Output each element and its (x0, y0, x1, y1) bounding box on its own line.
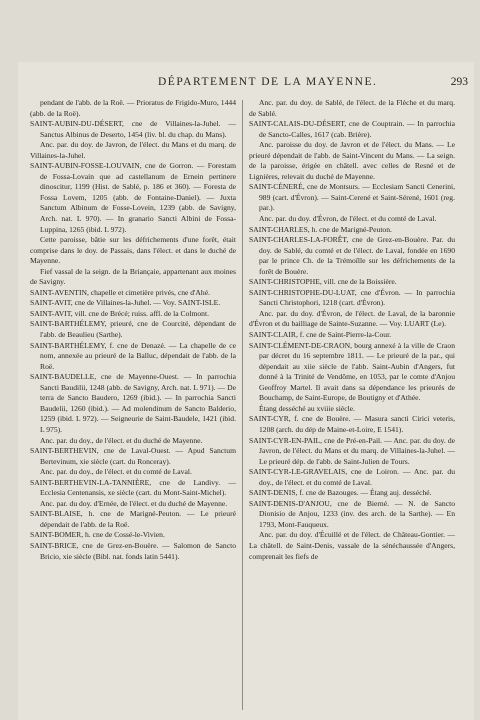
entry-continuation: Étang desséché au xviiie siècle. (259, 403, 355, 413)
gazetteer-entry: SAINT-CHARLES, h. cne de Marigné-Peuton. (249, 224, 392, 234)
running-title: DÉPARTEMENT DE LA MAYENNE. (158, 76, 378, 88)
gazetteer-entry: SAINT-DENIS, f. cne de Bazouges. — Étang auj. desséché. (249, 488, 432, 498)
gazetteer-entry: SAINT-AVIT, vill. cne de Brécé; ruiss. affl. de la Colmont. (30, 308, 209, 318)
entry-continuation: Anc. par. du doy. d'Évron, de l'élect. de Laval, de la baronnie d'Évron et du bailliage de Sainte-Suzanne. — Voy. LUART (Le). (249, 308, 455, 329)
page-number: 293 (450, 76, 468, 88)
gazetteer-entry: SAINT-AUBIN-FOSSE-LOUVAIN, cne de Gorron. — Forestam de Fossa-Lovain que ad castellanum de Ernein pertinere dinoscitur, 1199 (Hist. de Sablé, p. 186 et 360). — Foresta de Fossa Lovem, 1205 (abb. de Fontaine-Daniel). — Juxta Sanctum Albinum de Fosse-Lovein, 1239 (abb. de Savigny, Arch. nat. L 970). — In granario Sancti Albini de Fossa-Luppina, 1265 (ibid. L 972). (30, 161, 236, 234)
gazetteer-entry: SAINT-CHRISTOPHE-DU-LUAT, cne d'Évron. — In parrochia Sancti Christophori, 1218 (cart. d'Évron). (249, 287, 455, 308)
gazetteer-entry: SAINT-BLAISE, h. cne de Marigné-Peuton. — Le prieuré dépendait de l'abb. de la Roë. (30, 509, 236, 529)
gazetteer-entry: SAINT-CLÉMENT-DE-CRAON, bourg annexé à la ville de Craon par décret du 16 septembre 1811. — Le prieuré de la par., qui dépendait au xiie siècle de l'abb. Saint-Aubin d'Angers, fut donné à la Trinité de Vendôme, en 1053, par le comte d'Anjou Geoffroy Martel. Il avait dans sa dépendance les prieurés de Bouchamp, de Saint-Europe, de Boutigny et d'Athée. (249, 340, 455, 403)
entry-continuation: Anc. par. du doy. d'Écuillé et de l'élect. de Château-Gontier. — La châtell. de Saint-Denis, vassale de la sénéchaussée d'Angers, comprenait les fiefs de (249, 530, 455, 561)
gazetteer-entry: SAINT-CYR, f. cne de Bouère. — Masura sancti Cirici veteris, 1208 (arch. du dép de Maine-et-Loire, E 1541). (249, 414, 455, 434)
left-column (30, 98, 236, 562)
entry-continuation: Anc. par. du doy., de l'élect. et du duché de Mayenne. (40, 435, 203, 445)
gazetteer-entry: SAINT-AVIT, cne de Villaines-la-Juhel. — Voy. SAINT-ISLE. (30, 298, 221, 308)
gazetteer-entry: SAINT-CYR-LE-GRAVELAIS, cne de Loiron. — Anc. par. du doy., de l'élect. et du comté de Laval. (249, 467, 455, 487)
entry-continuation: Anc. par. du doy., de l'élect. et du comté de Laval. (40, 467, 192, 477)
column-divider (242, 100, 243, 710)
entry-continuation: Anc. par. du doy. de Javron, de l'élect. du Mans et du marq. de Villaines-la-Juhel. (30, 140, 236, 160)
page-header (18, 76, 468, 92)
entry-continuation: Anc. par. du doy. d'Évron, de l'élect. et du comté de Laval. (259, 214, 437, 224)
right-column (249, 98, 455, 562)
gazetteer-entry: SAINT-AVENTIN, chapelle et cimetière privés, cne d'Ahé. (30, 287, 210, 297)
gazetteer-entry: SAINT-BARTHÉLEMY, prieuré, cne de Courcité, dépendant de l'abb. de Beaulieu (Sarthe). (30, 319, 236, 340)
gazetteer-entry: SAINT-AUBIN-DU-DÉSERT, cne de Villaines-la-Juhel. — Sanctus Albinus de Deserto, 1454 (liv. bl. du chap. du Mans). (30, 119, 236, 139)
gazetteer-entry: SAINT-BOMER, h. cne de Cossé-le-Vivien. (30, 530, 165, 540)
gazetteer-entry: SAINT-CALAIS-DU-DÉSERT, cne de Couptrain. — In parrochia de Sancto-Calles, 1617 (cab. Brière). (249, 119, 455, 139)
gazetteer-entry: SAINT-CHARLES-LA-FORÊT, cne de Grez-en-Bouère. Par. du doy. de Sablé, du comté et de l'élect. de Laval, fondée en 1690 par le prince Ch. de la Trémoïlle sur les défrichements de la forêt de Bouère. (249, 235, 455, 276)
gazetteer-entry: SAINT-CLAIR, f. cne de Saint-Pierre-la-Cour. (249, 330, 392, 340)
gazetteer-entry: SAINT-BAUDELLE, cne de Mayenne-Ouest. — In parrochia Sancti Baudilii, 1248 (abb. de Savigny, Arch. nat. L 971). — De terra de Sancto Baudero, 1269 (ibid.). — In parrochia Sancti Baudelii, 1260 (ibid.). — Ad molendinum de Sancto Balderio, 1259 (ibid. L 972). — Seigneurie de Saint-Baudele, 1421 (ibid. L 975). (30, 372, 236, 434)
entry-continuation: Anc. par. du doy. de Sablé, de l'élect. de la Flèche et du marq. de Sablé. (249, 98, 455, 118)
gazetteer-entry: SAINT-CHRISTOPHE, vill. cne de la Boissière. (249, 277, 397, 287)
gazetteer-entry: SAINT-BARTHÉLEMY, f. cne de Denazé. — La chapelle de ce nom, annexée au prieuré de la Balluc, dépendait de l'abb. de la Roë. (30, 340, 236, 371)
gazetteer-entry: SAINT-BRICE, cne de Grez-en-Bouère. — Salomon de Sancto Bricio, xie siècle (Bibl. nat. fonds latin 5441). (30, 540, 236, 561)
entry-continuation: Fief vassal de la seign. de la Briançaie, appartenant aux moines de Savigny. (30, 266, 236, 287)
entry-continuation: Cette paroisse, bâtie sur les défrichements d'une forêt, était comprise dans le doy. de Passais, dans l'élect. et dans le duché de Mayenne. (30, 235, 236, 266)
entry-continuation: pendant de l'abb. de la Roë. — Prioratus de Frigido-Muro, 1444 (abb. de la Roë). (30, 98, 236, 118)
gazetteer-entry: SAINT-CÉNERÉ, cne de Montsurs. — Ecclesiam Sancti Cenerini, 989 (cart. d'Évron). — Saint-Cerené et Saint-Sérené, 1601 (reg. par.). (249, 182, 455, 213)
gazetteer-entry: SAINT-DENIS-D'ANJOU, cne de Bierné. — N. de Sancto Dionisio de Anjou, 1233 (inv. des arch. de la Sarthe). — En 1793, Mont-Fauqueux. (249, 498, 455, 529)
gazetteer-entry: SAINT-BERTHEVIN-LA-TANNIÈRE, cne de Landivy. — Ecclesia Centenansis, xe siècle (cart. du Mont-Saint-Michel). (30, 477, 236, 498)
entry-continuation: Anc. par. du doy. d'Ernée, de l'élect. et du duché de Mayenne. (40, 498, 228, 508)
book-page (18, 62, 474, 720)
entry-continuation: Anc. paroisse du doy. de Javron et de l'élect. du Mans. — Le prieuré dépendait de l'abb. de Saint-Vincent du Mans. — La seign. de la paroisse, érigée en châtell. avec celles de Resné et de Lignières, relevait du duché de Mayenne. (249, 140, 455, 181)
gazetteer-entry: SAINT-BERTHEVIN, cne de Laval-Ouest. — Apud Sanctum Bertevinum, xie siècle (cart. du Ronceray). (30, 446, 236, 466)
gazetteer-entry: SAINT-CYR-EN-PAIL, cne de Pré-en-Pail. — Anc. par. du doy. de Javron, de l'élect. du Mans et du marq. de Villaines-la-Juhel. — Le prieuré dép. de l'abb. de Saint-Julien de Tours. (249, 435, 455, 466)
